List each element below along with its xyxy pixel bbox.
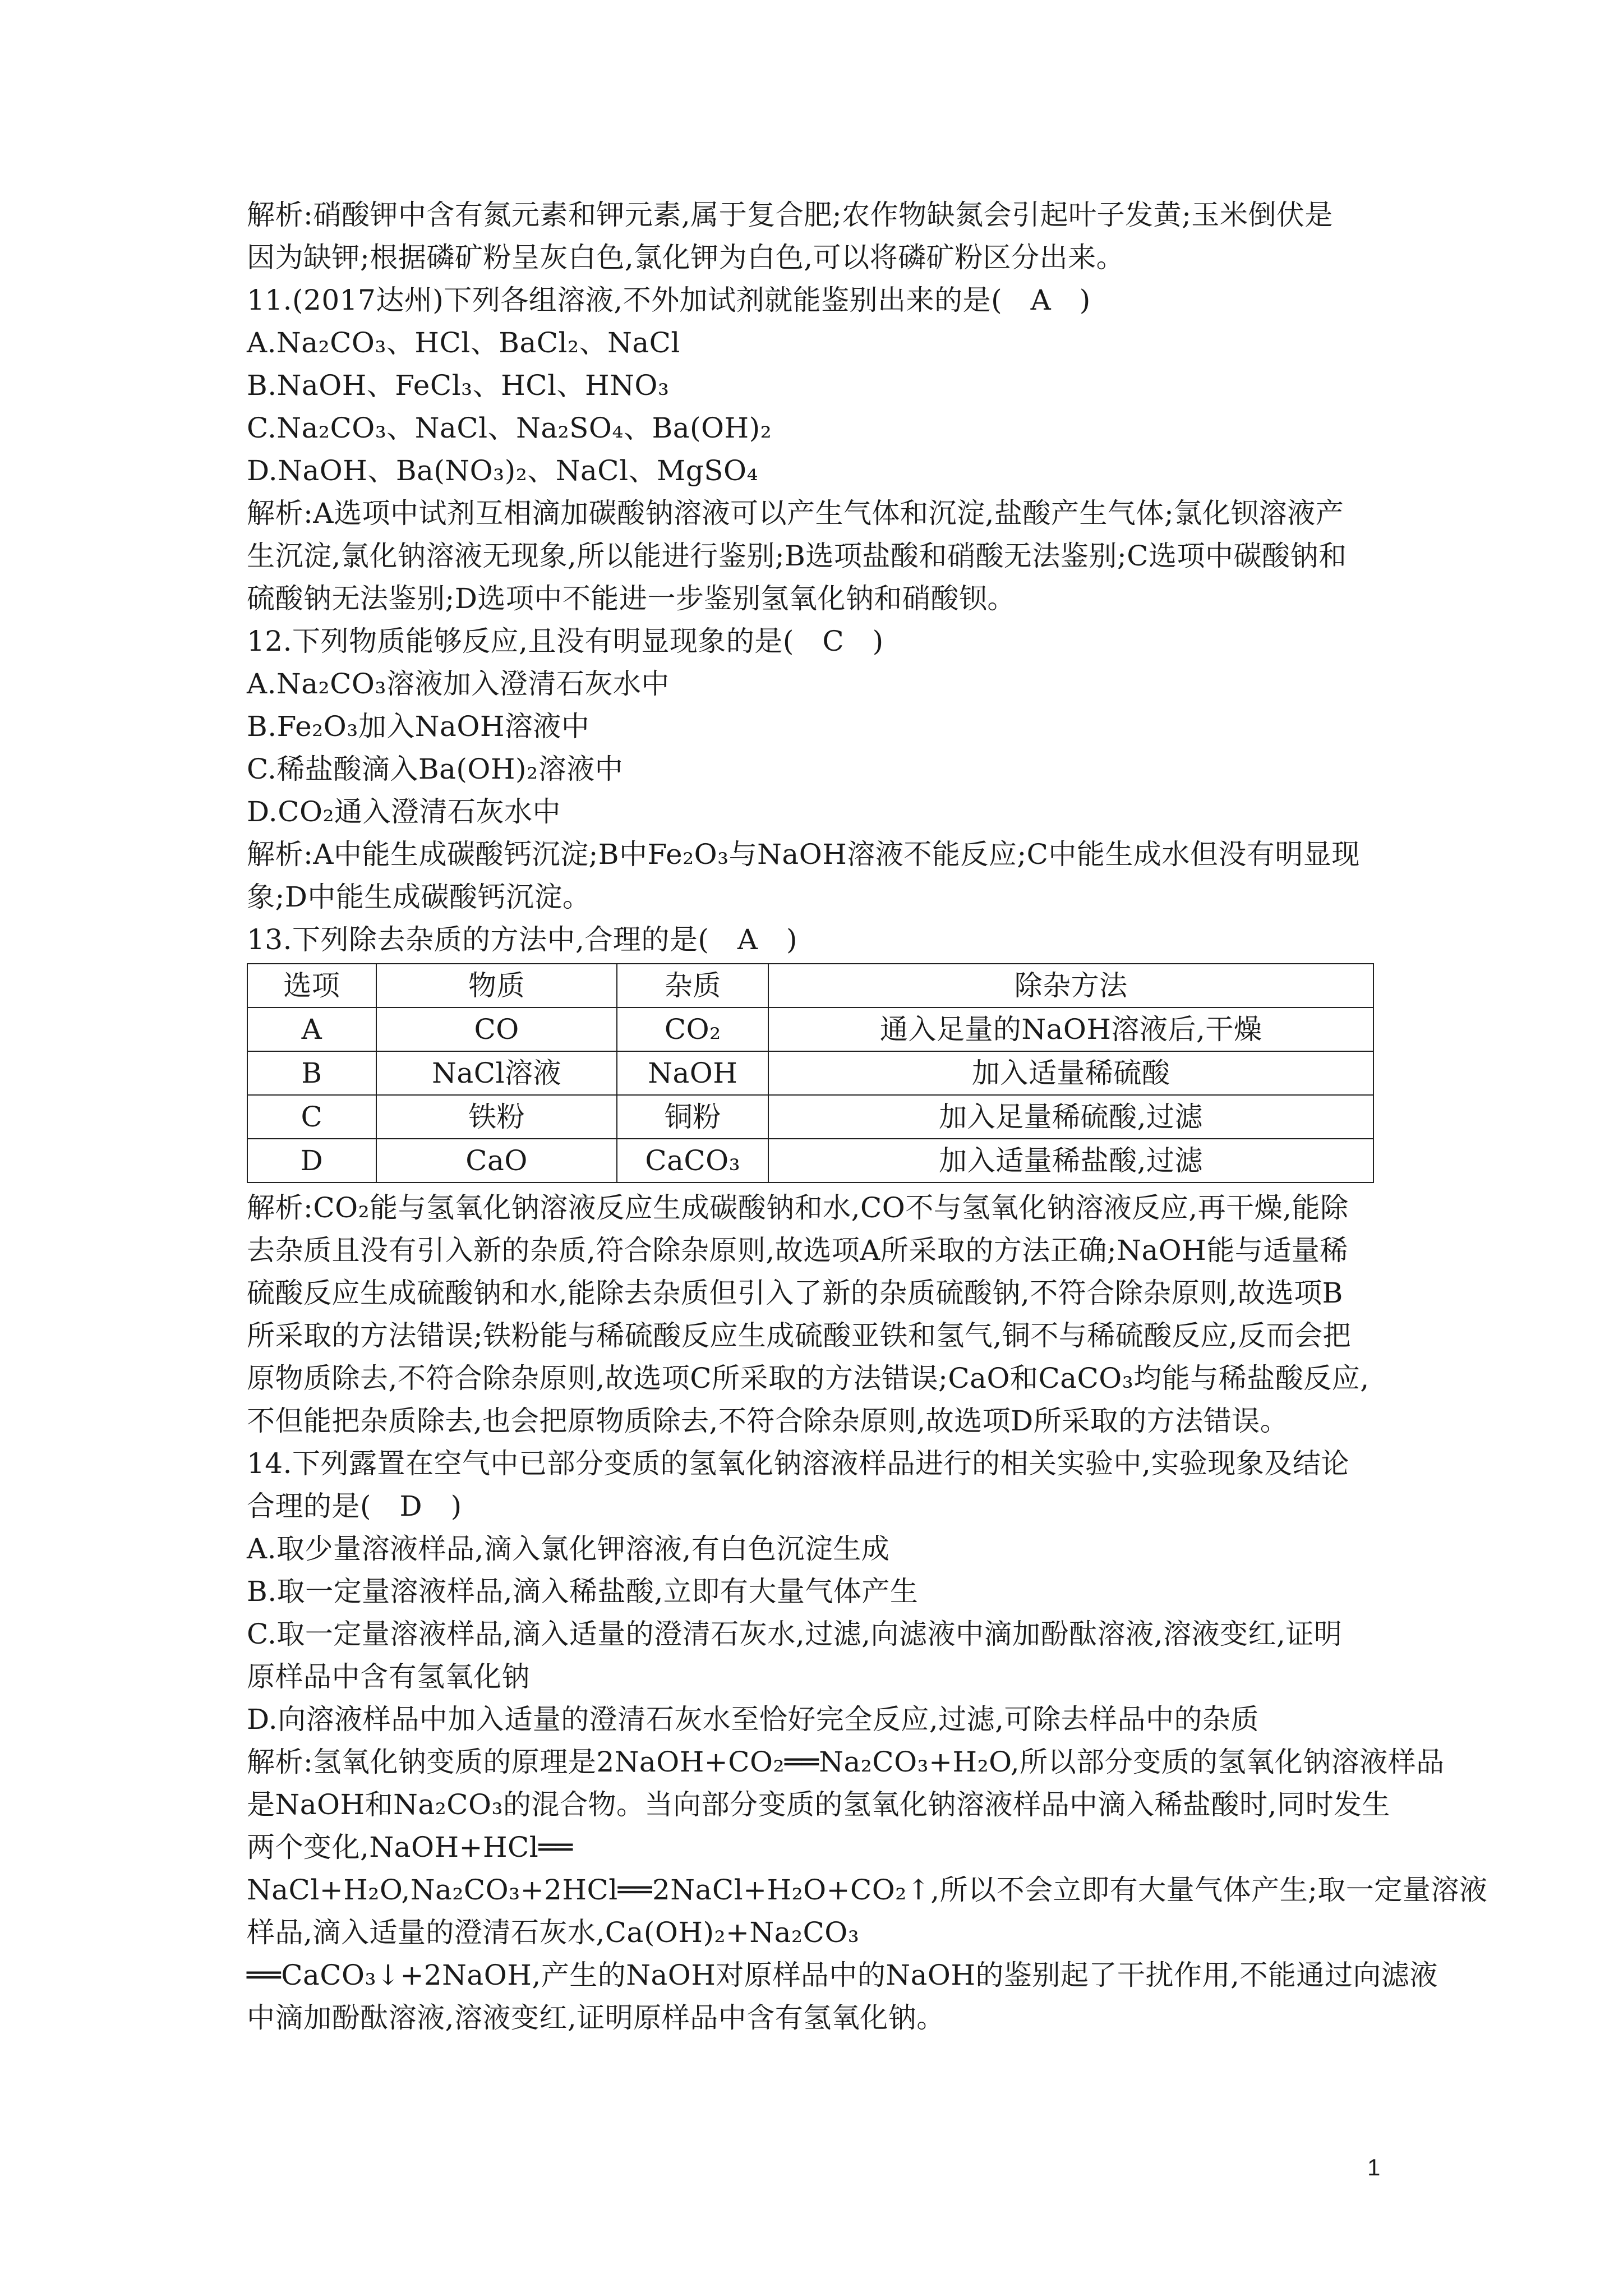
text-line: 11.(2017达州)下列各组溶液,不外加试剂就能鉴别出来的是( A ) (247, 284, 1091, 316)
text-line: 硫酸钠无法鉴别;D选项中不能进一步鉴别氢氧化钠和硝酸钡。 (247, 582, 1016, 615)
text-line: A.Na₂CO₃溶液加入澄清石灰水中 (247, 668, 670, 700)
text-line: D.向溶液样品中加入适量的澄清石灰水至恰好完全反应,过滤,可除去样品中的杂质 (247, 1703, 1259, 1736)
table-cell: 加入适量稀硫酸 (768, 1051, 1373, 1095)
document-page (247, 194, 1488, 2039)
text-line: 解析:CO₂能与氢氧化钠溶液反应生成碳酸钠和水,CO不与氢氧化钠溶液反应,再干燥,能除 (247, 1191, 1349, 1224)
text-line: 13.下列除去杂质的方法中,合理的是( A ) (247, 923, 798, 956)
page-number: 1 (1367, 2154, 1381, 2180)
text-block-bottom (247, 1186, 1488, 2039)
text-line: 解析:A选项中试剂互相滴加碳酸钠溶液可以产生气体和沉淀,盐酸产生气体;氯化钡溶液产 (247, 497, 1344, 530)
text-line: B.取一定量溶液样品,滴入稀盐酸,立即有大量气体产生 (247, 1575, 919, 1608)
text-line: 样品,滴入适量的澄清石灰水,Ca(OH)₂+Na₂CO₃ (247, 1916, 860, 1949)
table-cell: A (247, 1007, 376, 1051)
text-line: 因为缺钾;根据磷矿粉呈灰白色,氯化钾为白色,可以将磷矿粉区分出来。 (247, 241, 1125, 274)
text-line: A.Na₂CO₃、HCl、BaCl₂、NaCl (247, 326, 680, 359)
table-cell: CO₂ (617, 1007, 768, 1051)
text-line: 合理的是( D ) (247, 1490, 462, 1522)
table-cell: 通入足量的NaOH溶液后,干燥 (768, 1007, 1373, 1051)
text-line: 解析:硝酸钾中含有氮元素和钾元素,属于复合肥;农作物缺氮会引起叶子发黄;玉米倒伏是 (247, 199, 1333, 231)
text-line: ══CaCO₃↓+2NaOH,产生的NaOH对原样品中的NaOH的鉴别起了干扰作用,不能通过向滤液 (247, 1959, 1438, 1991)
table-cell: D (247, 1139, 376, 1182)
table-header-cell: 除杂方法 (768, 964, 1373, 1007)
text-line: 解析:氢氧化钠变质的原理是2NaOH+CO₂══Na₂CO₃+H₂O,所以部分变质的氢氧化钠溶液样品 (247, 1746, 1445, 1778)
table-cell: 加入足量稀硫酸,过滤 (768, 1095, 1373, 1139)
table-body (247, 1007, 1373, 1182)
table-cell: 铁粉 (376, 1095, 617, 1139)
table-row (247, 1007, 1373, 1051)
text-block-top (247, 194, 1380, 961)
text-line: 所采取的方法错误;铁粉能与稀硫酸反应生成硫酸亚铁和氢气,铜不与稀硫酸反应,反而会把 (247, 1319, 1352, 1352)
text-line: 原物质除去,不符合除杂原则,故选项C所采取的方法错误;CaO和CaCO₃均能与稀盐酸反应, (247, 1362, 1370, 1395)
table-header-row (247, 964, 1373, 1007)
table-header-cell: 杂质 (617, 964, 768, 1007)
text-line: B.NaOH、FeCl₃、HCl、HNO₃ (247, 369, 670, 402)
table-cell: CO (376, 1007, 617, 1051)
text-line: 原样品中含有氢氧化钠 (247, 1660, 530, 1693)
text-line: 生沉淀,氯化钠溶液无现象,所以能进行鉴别;B选项盐酸和硝酸无法鉴别;C选项中碳酸钠和 (247, 540, 1347, 572)
text-line: D.CO₂通入澄清石灰水中 (247, 795, 561, 828)
text-line: 不但能把杂质除去,也会把原物质除去,不符合除杂原则,故选项D所采取的方法错误。 (247, 1405, 1289, 1437)
text-line: B.Fe₂O₃加入NaOH溶液中 (247, 710, 590, 743)
text-line: 硫酸反应生成硫酸钠和水,能除去杂质但引入了新的杂质硫酸钠,不符合除杂原则,故选项B (247, 1277, 1343, 1309)
text-line: A.取少量溶液样品,滴入氯化钾溶液,有白色沉淀生成 (247, 1533, 890, 1565)
table-header-cell: 物质 (376, 964, 617, 1007)
text-line: D.NaOH、Ba(NO₃)₂、NaCl、MgSO₄ (247, 454, 759, 487)
text-line: C.稀盐酸滴入Ba(OH)₂溶液中 (247, 753, 624, 785)
table-cell: CaO (376, 1139, 617, 1182)
table-row (247, 1051, 1373, 1095)
table-cell: C (247, 1095, 376, 1139)
text-line: C.Na₂CO₃、NaCl、Na₂SO₄、Ba(OH)₂ (247, 412, 772, 444)
table-header-cell: 选项 (247, 964, 376, 1007)
text-line: 是NaOH和Na₂CO₃的混合物。当向部分变质的氢氧化钠溶液样品中滴入稀盐酸时,同时发生 (247, 1788, 1390, 1821)
table-cell: NaOH (617, 1051, 768, 1095)
table-cell: B (247, 1051, 376, 1095)
text-line: 中滴加酚酞溶液,溶液变红,证明原样品中含有氢氧化钠。 (247, 2001, 945, 2034)
text-line: 象;D中能生成碳酸钙沉淀。 (247, 881, 591, 913)
table-row (247, 1139, 1373, 1182)
table-row (247, 1095, 1373, 1139)
text-line: 去杂质且没有引入新的杂质,符合除杂原则,故选项A所采取的方法正确;NaOH能与适量稀 (247, 1234, 1348, 1267)
table-cell: 加入适量稀盐酸,过滤 (768, 1139, 1373, 1182)
impurity-table (247, 963, 1374, 1183)
text-line: 解析:A中能生成碳酸钙沉淀;B中Fe₂O₃与NaOH溶液不能反应;C中能生成水但没有明显现 (247, 838, 1360, 871)
text-line: 12.下列物质能够反应,且没有明显现象的是( C ) (247, 625, 884, 657)
text-line: 两个变化,NaOH+HCl══ (247, 1831, 573, 1864)
text-line: NaCl+H₂O,Na₂CO₃+2HCl══2NaCl+H₂O+CO₂↑,所以不会立即有大量气体产生;取一定量溶液 (247, 1874, 1488, 1906)
text-line: 14.下列露置在空气中已部分变质的氢氧化钠溶液样品进行的相关实验中,实验现象及结论 (247, 1447, 1349, 1480)
table-cell: 铜粉 (617, 1095, 768, 1139)
table-cell: CaCO₃ (617, 1139, 768, 1182)
table-cell: NaCl溶液 (376, 1051, 617, 1095)
text-line: C.取一定量溶液样品,滴入适量的澄清石灰水,过滤,向滤液中滴加酚酞溶液,溶液变红,证明 (247, 1618, 1343, 1650)
